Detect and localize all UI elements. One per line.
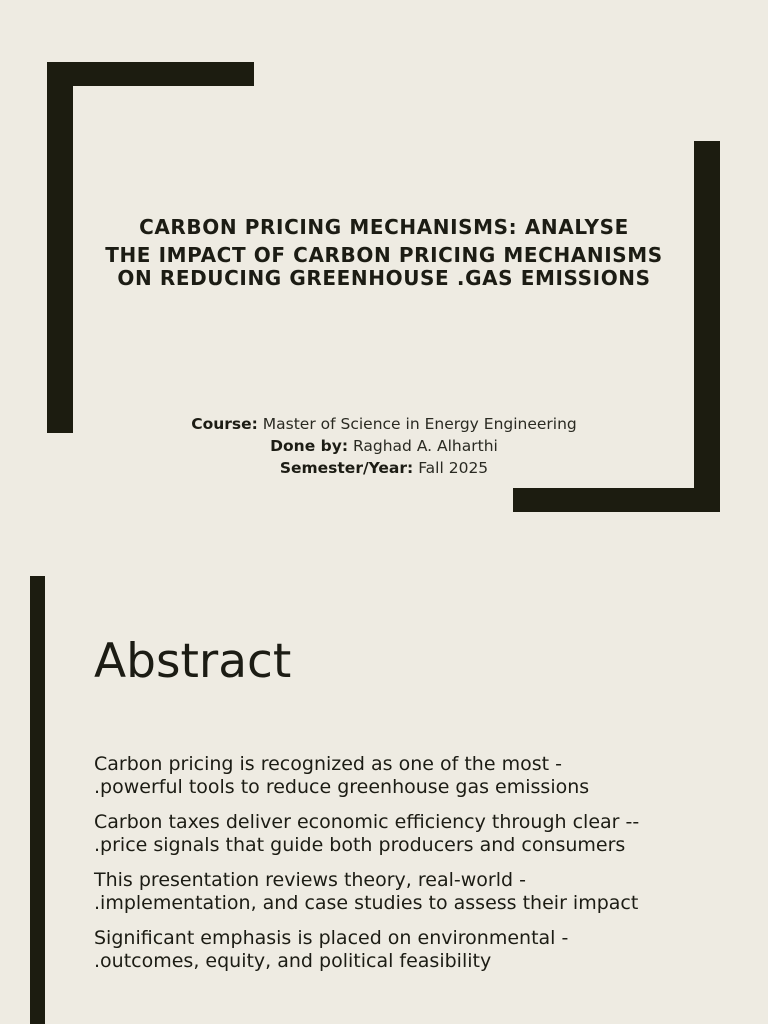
semester-label: Semester/Year:	[279, 459, 414, 477]
abstract-bullet: This presentation reviews theory, real-world - .implementation, and case studies to assess their impact	[94, 869, 639, 914]
course-line	[100, 413, 668, 435]
done-by-label: Done by:	[270, 437, 349, 455]
frame-corner-top-left-horizontal	[47, 62, 254, 86]
slide-subtitle	[100, 413, 668, 479]
frame-corner-bottom-right-vertical	[694, 141, 720, 512]
done-by-value: Raghad A. Alharthi	[352, 437, 498, 455]
frame-corner-bottom-right-horizontal	[513, 488, 720, 512]
course-value: Master of Science in Energy Engineering	[262, 415, 577, 433]
abstract-heading: Abstract	[94, 634, 292, 689]
done-by-line	[100, 435, 668, 457]
slide-title-line-2: THE IMPACT OF CARBON PRICING MECHANISMS ON REDUCING GREENHOUSE .GAS EMISSIONS	[105, 243, 663, 290]
course-label: Course:	[191, 415, 258, 433]
abstract-bullet: Carbon taxes deliver economic efficiency through clear -- .price signals that guide both producers and consumers	[94, 811, 640, 856]
slide-title	[100, 214, 668, 290]
abstract-bullet: Significant emphasis is placed on environmental - .outcomes, equity, and political feasibility	[94, 927, 569, 972]
abstract-bullet: Carbon pricing is recognized as one of the most - .powerful tools to reduce greenhouse gas emissions	[94, 753, 590, 798]
slide-title-line-1: CARBON PRICING MECHANISMS: ANALYSE	[139, 215, 629, 239]
abstract-accent-bar	[30, 576, 45, 1024]
semester-value: Fall 2025	[418, 459, 489, 477]
semester-line	[100, 457, 668, 479]
abstract-bullet-list	[94, 753, 714, 985]
frame-corner-top-left-vertical	[47, 62, 73, 433]
